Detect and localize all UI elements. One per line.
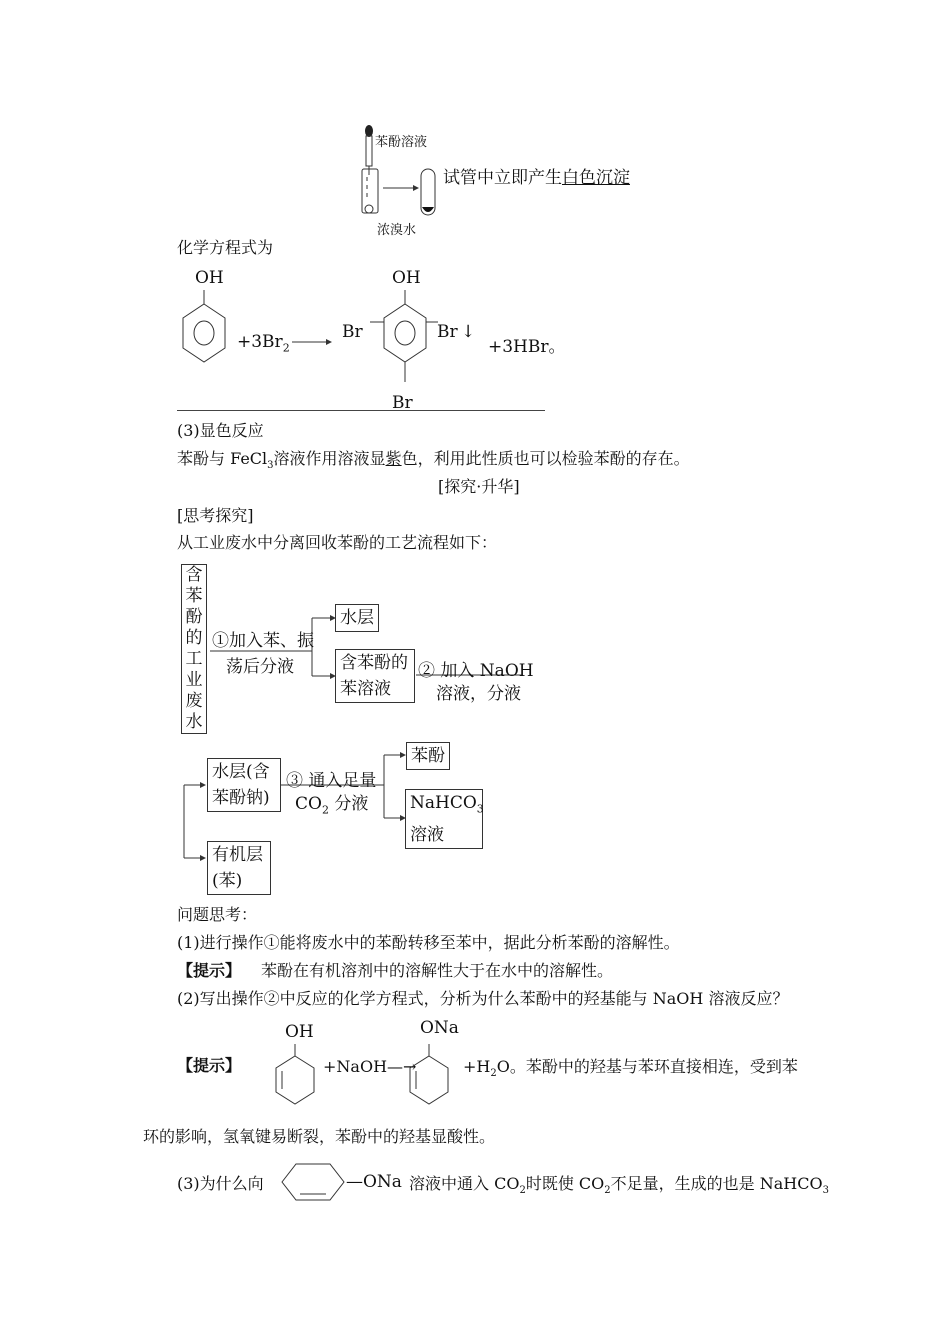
step1-line1: ①加入苯、振 bbox=[212, 631, 314, 651]
br-right-label: Br bbox=[437, 322, 458, 342]
q2-oh-label: OH bbox=[285, 1022, 314, 1042]
br-left-label: Br bbox=[342, 322, 363, 342]
waste-water-box: 含 苯 酚 的 工 业 废 水 bbox=[181, 564, 207, 734]
water-layer-box: 水层 bbox=[335, 604, 379, 632]
questions-heading: 问题思考： bbox=[177, 905, 258, 924]
phenol-box: 苯酚 bbox=[406, 742, 450, 770]
q2-phenoxide-ring bbox=[404, 1044, 454, 1114]
br-bottom-label: Br bbox=[392, 393, 413, 413]
nahco3-box: NaHCO$_3$ 溶液 bbox=[405, 789, 483, 849]
question-1: (1)进行操作①能将废水中的苯酚转移至苯中，据此分析苯酚的溶解性。 bbox=[177, 933, 680, 952]
sodium-phenoxide-box: 水层(含 苯酚钠) bbox=[207, 758, 281, 812]
hint-1-label: 【提示】 bbox=[177, 961, 242, 980]
think-heading: [思考探究] bbox=[177, 506, 254, 525]
result-underlined: 白色沉淀 bbox=[562, 168, 630, 188]
section3-sentence: 苯酚与 FeCl$_3$溶液作用溶液显紫色，利用此性质也可以检验苯酚的存在。 bbox=[177, 449, 690, 472]
plus-h2o-and-answer: $+H_2O$。苯酚中的羟基与苯环直接相连，受到苯 bbox=[463, 1057, 798, 1080]
flow-intro: 从工业废水中分离回收苯酚的工艺流程如下： bbox=[177, 533, 498, 552]
q3-benzene-ring bbox=[280, 1160, 346, 1204]
dropper-label: 苯酚溶液 bbox=[375, 135, 428, 150]
organic-layer-box: 有机层 (苯) bbox=[207, 841, 271, 895]
precipitate-arrow: ↓ bbox=[461, 322, 476, 342]
step3-line1: ③ 通入足量 bbox=[286, 771, 377, 791]
step2-line1: ② 加入 NaOH bbox=[418, 661, 534, 681]
plus-hbr: +3HBr。 bbox=[488, 337, 566, 357]
q3-ona-label: —ONa bbox=[346, 1172, 402, 1192]
hint-2-label: 【提示】 bbox=[177, 1056, 242, 1075]
step3-line2: $CO_2$ 分液 bbox=[295, 794, 369, 817]
step2-line2: 溶液，分液 bbox=[436, 684, 521, 704]
step1-line2: 荡后分液 bbox=[226, 657, 294, 677]
q3-rest: 溶液中通入 $CO_2$时既使 $CO_2$不足量，生成的也是 NaHCO$_3$ bbox=[409, 1174, 829, 1197]
tube-label: 浓溴水 bbox=[377, 223, 417, 238]
phenol-oh-label: OH bbox=[195, 268, 224, 288]
explore-banner: [探究·升华] bbox=[438, 477, 520, 496]
equation-intro: 化学方程式为 bbox=[177, 238, 274, 257]
plus-naoh: +NaOH—→ bbox=[323, 1057, 417, 1076]
answer-2-continued: 环的影响，氢氧键易断裂，苯酚中的羟基显酸性。 bbox=[143, 1127, 496, 1146]
hint-1 bbox=[177, 961, 613, 981]
answer-1: 苯酚在有机溶剂中的溶解性大于在水中的溶解性。 bbox=[261, 961, 614, 980]
q2-ona-label: ONa bbox=[420, 1018, 459, 1038]
q3-start: (3)为什么向 bbox=[177, 1174, 264, 1193]
plus-br2: $+3Br_2$ bbox=[237, 332, 290, 355]
section3-heading: (3)显色反应 bbox=[177, 421, 264, 440]
q2-phenol-ring bbox=[270, 1044, 320, 1114]
tribromophenol-oh-label: OH bbox=[392, 268, 421, 288]
question-2: (2)写出操作②中反应的化学方程式，分析为什么苯酚中的羟基能与 NaOH 溶液反应？ bbox=[177, 989, 789, 1008]
benzene-solution-box: 含苯酚的 苯溶液 bbox=[335, 649, 415, 703]
result-text: 试管中立即产生白色沉淀 bbox=[443, 168, 630, 188]
